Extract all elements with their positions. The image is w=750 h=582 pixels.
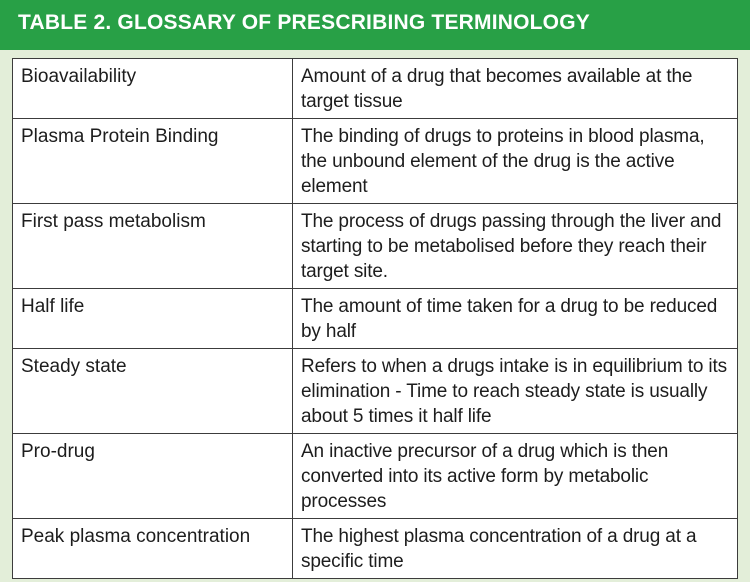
term-cell: Half life (13, 289, 293, 349)
term-cell: Pro-drug (13, 434, 293, 519)
term-cell: Peak plasma concentration (13, 519, 293, 579)
table-title-bar (0, 0, 750, 50)
definition-cell: An inactive precursor of a drug which is then converted into its active form by metabolic processes (293, 434, 738, 519)
definition-cell: Refers to when a drugs intake is in equilibrium to its elimination - Time to reach steady state is usually about 5 times it half life (293, 349, 738, 434)
term-cell: Steady state (13, 349, 293, 434)
table-title: TABLE 2. GLOSSARY OF PRESCRIBING TERMINOLOGY (18, 11, 590, 34)
definition-cell: The highest plasma concentration of a drug at a specific time (293, 519, 738, 579)
term-cell: Bioavailability (13, 59, 293, 119)
definition-cell: The process of drugs passing through the liver and starting to be metabolised before they reach their target site. (293, 204, 738, 289)
table-row (13, 289, 738, 349)
table-row (13, 204, 738, 289)
glossary-table (12, 58, 738, 579)
table-row (13, 59, 738, 119)
table-row (13, 119, 738, 204)
definition-cell: The amount of time taken for a drug to be reduced by half (293, 289, 738, 349)
definition-cell: Amount of a drug that becomes available at the target tissue (293, 59, 738, 119)
term-cell: Plasma Protein Binding (13, 119, 293, 204)
term-cell: First pass metabolism (13, 204, 293, 289)
table-row (13, 519, 738, 579)
table-row (13, 434, 738, 519)
table-row (13, 349, 738, 434)
definition-cell: The binding of drugs to proteins in blood plasma, the unbound element of the drug is the active element (293, 119, 738, 204)
